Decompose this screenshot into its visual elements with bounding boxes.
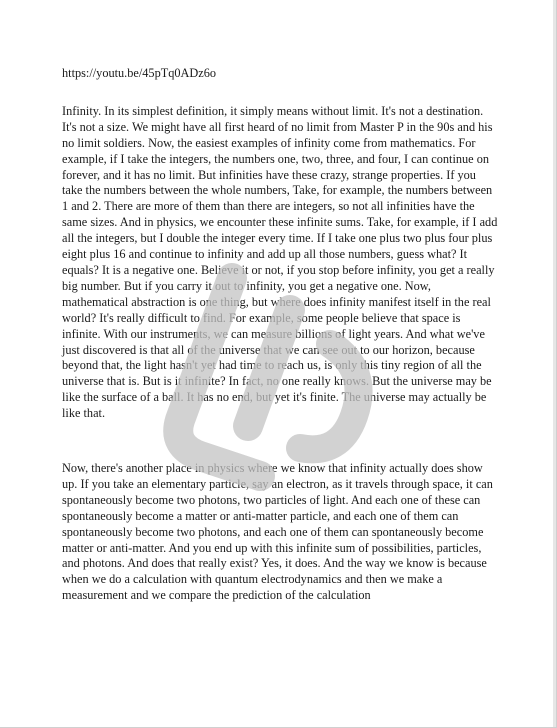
paragraph-2: Now, there's another place in physics where we know that infinity actually does show up. If you take an elementary particle, say an electron, as it travels through space, it can spontaneously become two photons, two particles of light. And each one of these can spontaneously become a matter or anti-matter particle, and each one of them can spontaneously become two photons, and each one of them can spontaneously become matter or anti-matter. And you end up with this infinite sum of possibilities, particles, and photons. And does that really exist? Yes, it does. And the way we know is because when we do a calculation with quantum electrodynamics and then we make a measurement and we compare the prediction of the calculation	[62, 461, 493, 603]
document-body	[62, 66, 499, 604]
paragraph-1: Infinity. In its simplest definition, it simply means without limit. It's not a destination. It's not a size. We might have all first heard of no limit from Master P in the 90s and his no limit soldiers. Now, the easiest examples of infinity come from mathematics. For example, if I take the integers, the numbers one, two, three, and four, I can continue on forever, and it has no limit. But infinities have these crazy, strange properties. If you take the numbers between the whole numbers, Take, for example, the numbers between 1 and 2. There are more of them than there are integers, so not all infinities have the same sizes. And in physics, we encounter these infinite sums. Take, for example, if I add all the integers, but I double the integer every time. If I take one plus two plus four plus eight plus 16 and continue to infinity and add up all those numbers, guess what? It equals? It is a negative one. Believe it or not, if you stop before infinity, you get a really big number. But if you carry it out to infinity, you get a negative one. Now, mathematical abstraction is one thing, but where does infinity manifest itself in the real world? It's really difficult to find. For example, some people believe that space is infinite. With our instruments, we can measure billions of light years. And what we've just discovered is that all of the universe that we can see out to our horizon, because beyond that, the light hasn't yet had time to reach us, is only this tiny region of all the universe that is. But is it infinite? In fact, no one really knows. But the universe may be like the surface of a ball. It has no end, but yet it's finite. The universe may actually be like that.	[62, 103, 498, 421]
scrollbar[interactable]	[553, 0, 556, 728]
source-url[interactable]: https://youtu.be/45pTq0ADz6o	[62, 66, 217, 80]
